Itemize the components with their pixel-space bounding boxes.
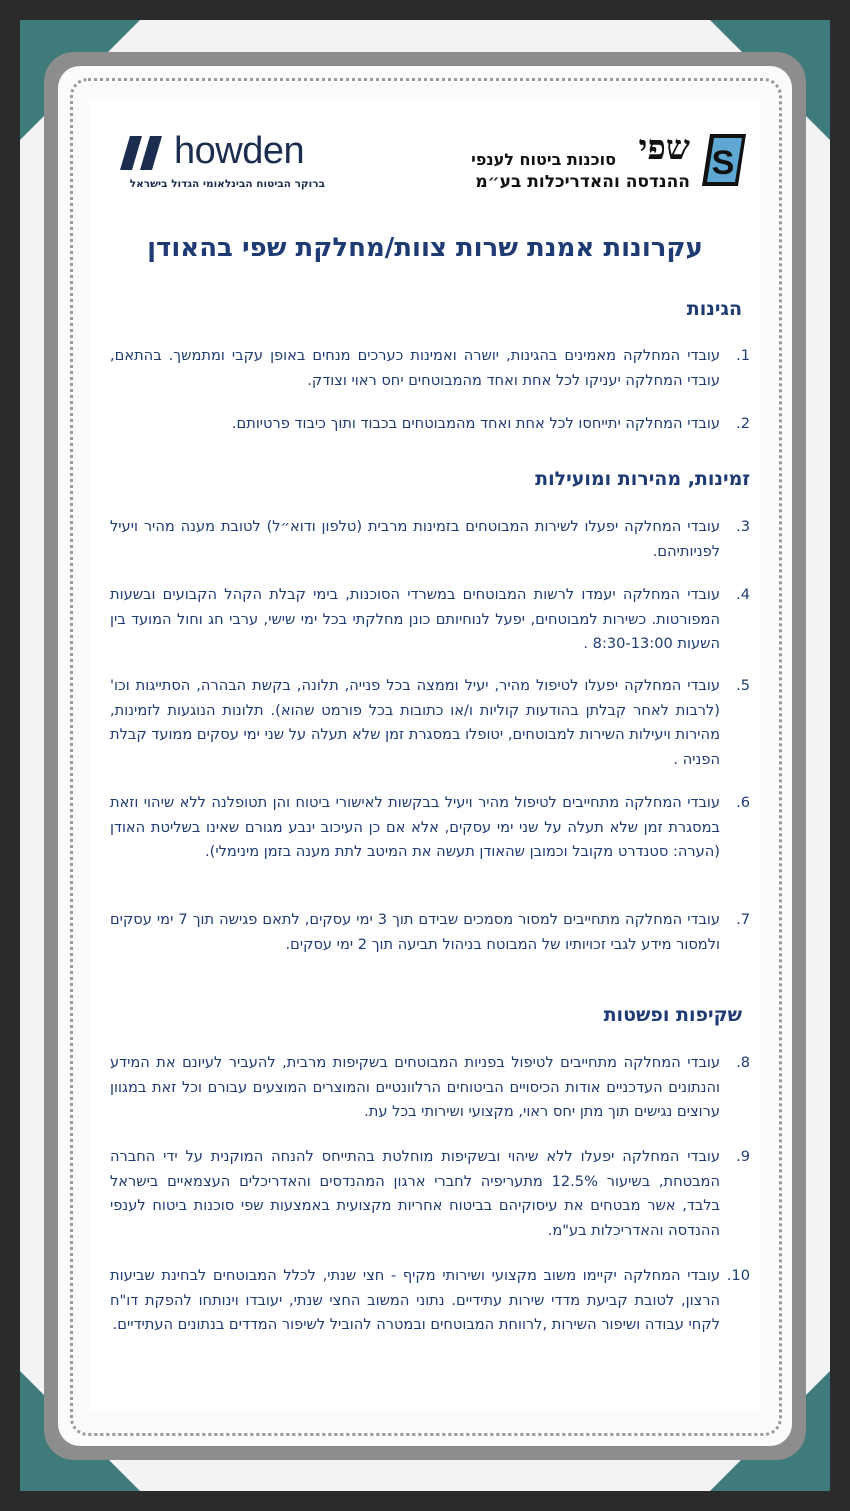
header [100, 128, 750, 198]
item-text: עובדי המחלקה מתחייבים למסור מסמכים שבידם תוך 3 ימי עסקים, לתאם פגישה תוך 7 ימי עסקים ולמסור מידע לגבי זכויותיו של המבוטח בניהול תביעה תוך 2 ימי עסקים. [110, 911, 721, 953]
shapi-line-2: ההנדסה והאדריכלות בע״מ [475, 172, 690, 192]
list-item [110, 412, 750, 437]
item-number: 7. [736, 911, 750, 928]
item-text: עובדי המחלקה מתחייבים לטיפול מהיר ויעיל בבקשות לאישורי ביטוח והן תטופלנה ללא שיהוי וזאת במסגרת זמן שלא תעלה על שני ימי עסקים, אלא אם כן העיכוב ינבע מגורם שאינו בשליטת האודן (הערה: סטנדרט מקובל וכמובן שהאודן תעשה את המיטב לתת מענה בזמן מינימלי). [110, 794, 720, 860]
shapi-name: שפי [638, 128, 690, 168]
item-number: 3. [736, 518, 750, 535]
list-item [110, 344, 750, 393]
list-item [110, 1145, 750, 1243]
howden-wordmark: howden [174, 130, 305, 172]
shapi-logo [416, 128, 746, 196]
item-number: 8. [736, 1054, 750, 1071]
list-item [110, 908, 750, 957]
section-heading: זמינות, מהירות ומועילות [535, 468, 750, 490]
list-item [110, 1264, 750, 1338]
list-item [110, 583, 750, 657]
shapi-s-letter: S [711, 144, 735, 182]
item-text: עובדי המחלקה יעמדו לרשות המבוטחים במשרדי הסוכנות, בימי קבלת הקהל הקבועים ובשעות המפורטות. כשירות למבוטחים, יפעל לנוחיותם כונן מחלקתי בכל ימי שישי, ערבי חג וחול המועד בין השעות 8:30-13:00 . [110, 586, 720, 652]
item-number: 9. [736, 1148, 750, 1165]
shapi-line-1: סוכנות ביטוח לענפי [471, 150, 616, 169]
item-text: עובדי המחלקה יפעלו לשירות המבוטחים בזמינות מרבית (טלפון ודוא״ל) לטובת מענה מהיר ויעיל לפניותיהם. [110, 518, 720, 560]
item-text: עובדי המחלקה מאמינים בהגינות, יושרה ואמינות כערכים מנחים באופן עקבי ומתמשך. בהתאם, עובדי המחלקה יעניקו לכל אחת ואחד מהמבוטחים יחס ראוי וצודק. [110, 347, 720, 389]
item-number: 5. [736, 677, 750, 694]
item-text: עובדי המחלקה יפעלו ללא שיהוי ובשקיפות מוחלטת בהתייחס להנחה המוקנית על ידי החברה המבטחת, בשיעור 12.5% מתעריפיה לחברי ארגון המהנדסים והאדריכלים העצמאיים בישראל בלבד, אשר מבטחים את עיסוקיהם בביטוח אחריות מקצועית באמצעות שפי סוכנות ביטוח לענפי ההנדסה והאדריכלות בע"מ. [110, 1148, 721, 1239]
howden-tagline: ברוקר הביטוח הבינלאומי הגדול בישראל [129, 178, 325, 190]
item-text: עובדי המחלקה מתחייבים לטיפול בפניות המבוטחים בשקיפות מרבית, להעביר לעיונם את המידע והנתונים העדכניים אודות הכיסויים הביטוחים הרלוונטיים והמוצרים המוצעים עבורם וכל זאת במגוון ערוצים נגישים תוך מתן יחס ראוי, מקצועי ושירותי בכל עת. [110, 1054, 720, 1120]
item-number: 2. [736, 415, 750, 432]
section-heading: שקיפות ופשטות [603, 1004, 742, 1026]
item-number: 1. [736, 347, 750, 364]
page-title: עקרונות אמנת שרות צוות/מחלקת שפי בהאודן [147, 233, 703, 263]
item-text: עובדי המחלקה יפעלו לטיפול מהיר, יעיל וממצה בכל פנייה, תלונה, בקשת הבהרה, הסתייגות וכו' (לרבות לאחר קבלתן בהודעות קוליות ו/או כתובות בכל פורמט שהוא). תלונות הנוגעות לזמינות, מהירות ויעילות השירות למבוטחים, יטופלו במסגרת זמן שלא תעלה על שני ימי עסקים ממועד קבלת הפניה . [110, 677, 720, 768]
list-item [110, 515, 750, 564]
item-number: 10. [726, 1267, 750, 1284]
howden-slashes-icon [120, 136, 166, 170]
howden-logo [120, 130, 330, 196]
item-text: עובדי המחלקה יקיימו משוב מקצועי ושירותי מקיף - חצי שנתי, לכלל המבוטחים לבחינת שביעות הרצון, לטובת קביעת מדדי שירות עתידיים. נתוני המשוב החצי שנתי, יעובדו וינותחו להפקת דו"ח לקחי עבודה ושיפור השירות ,לרווחת המבוטחים ובמטרה להוביל לשיפור המדדים בנתונים העתידיים. [110, 1267, 720, 1333]
list-item [110, 1051, 750, 1125]
item-number: 4. [736, 586, 750, 603]
section-heading: הגינות [686, 298, 742, 320]
item-number: 6. [736, 794, 750, 811]
item-text: עובדי המחלקה יתייחסו לכל אחת ואחד מהמבוטחים בכבוד ותוך כיבוד פרטיותם. [231, 415, 720, 432]
list-item [110, 674, 750, 772]
shapi-s-icon [702, 134, 746, 186]
list-item [110, 791, 750, 865]
